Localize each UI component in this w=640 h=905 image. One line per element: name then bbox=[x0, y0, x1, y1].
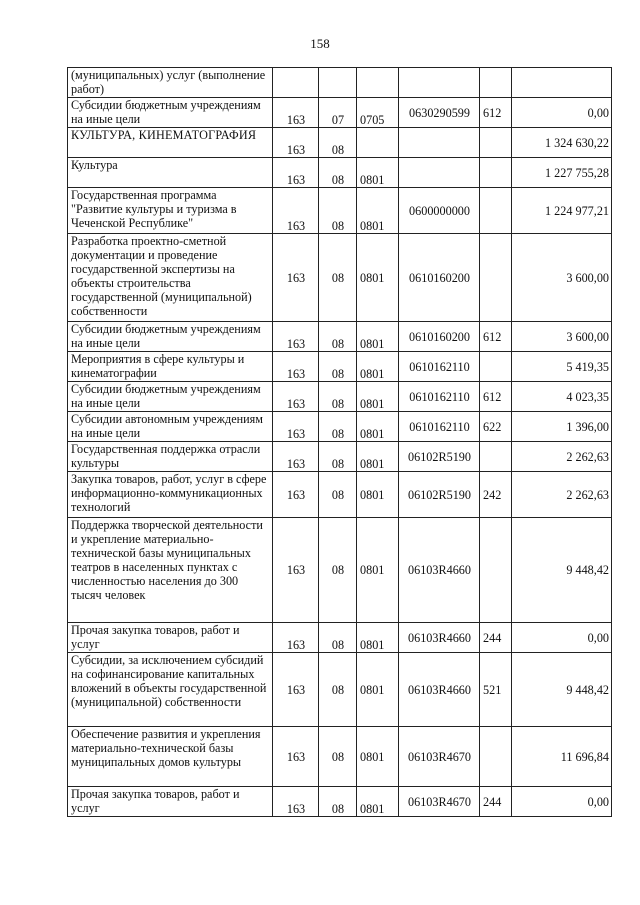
row-amount: 3 600,00 bbox=[512, 322, 612, 352]
row-expense-type-code: 612 bbox=[480, 98, 512, 128]
row-amount: 0,00 bbox=[512, 98, 612, 128]
row-ministry-code: 163 bbox=[273, 787, 319, 817]
table-row bbox=[68, 518, 612, 623]
row-amount: 0,00 bbox=[512, 787, 612, 817]
row-section-code: 08 bbox=[319, 158, 357, 188]
row-expense-type-code bbox=[480, 128, 512, 158]
row-expense-type-code: 521 bbox=[480, 653, 512, 727]
row-subsection-code: 0801 bbox=[357, 322, 399, 352]
row-target-item-code: 06103R4670 bbox=[399, 787, 480, 817]
row-ministry-code: 163 bbox=[273, 234, 319, 322]
row-expense-type-code bbox=[480, 352, 512, 382]
row-expense-type-code: 622 bbox=[480, 412, 512, 442]
table-row bbox=[68, 234, 612, 322]
row-ministry-code: 163 bbox=[273, 322, 319, 352]
row-target-item-code: 06102R5190 bbox=[399, 472, 480, 518]
row-amount: 4 023,35 bbox=[512, 382, 612, 412]
row-amount: 0,00 bbox=[512, 623, 612, 653]
row-target-item-code: 06103R4660 bbox=[399, 653, 480, 727]
row-expense-type-code: 244 bbox=[480, 787, 512, 817]
row-subsection-code: 0801 bbox=[357, 787, 399, 817]
row-subsection-code bbox=[357, 128, 399, 158]
row-amount bbox=[512, 68, 612, 98]
row-ministry-code: 163 bbox=[273, 442, 319, 472]
row-amount: 1 324 630,22 bbox=[512, 128, 612, 158]
row-section-code: 08 bbox=[319, 382, 357, 412]
row-target-item-code bbox=[399, 158, 480, 188]
row-subsection-code: 0801 bbox=[357, 352, 399, 382]
row-amount: 9 448,42 bbox=[512, 518, 612, 623]
row-name: Культура bbox=[68, 158, 273, 188]
row-target-item-code bbox=[399, 68, 480, 98]
row-expense-type-code bbox=[480, 188, 512, 234]
row-section-code: 08 bbox=[319, 322, 357, 352]
row-name: Государственная программа "Развитие культуры и туризма в Чеченской Республике" bbox=[68, 188, 273, 234]
row-name: Субсидии бюджетным учреждениям на иные цели bbox=[68, 322, 273, 352]
row-name: Субсидии автономным учреждениям на иные цели bbox=[68, 412, 273, 442]
row-subsection-code: 0801 bbox=[357, 623, 399, 653]
row-ministry-code: 163 bbox=[273, 653, 319, 727]
row-subsection-code: 0801 bbox=[357, 158, 399, 188]
row-target-item-code: 0610160200 bbox=[399, 234, 480, 322]
row-amount: 1 396,00 bbox=[512, 412, 612, 442]
row-ministry-code: 163 bbox=[273, 382, 319, 412]
row-name: Субсидии бюджетным учреждениям на иные цели bbox=[68, 98, 273, 128]
row-subsection-code: 0801 bbox=[357, 382, 399, 412]
row-ministry-code: 163 bbox=[273, 128, 319, 158]
row-section-code: 07 bbox=[319, 98, 357, 128]
row-amount: 1 227 755,28 bbox=[512, 158, 612, 188]
row-amount: 3 600,00 bbox=[512, 234, 612, 322]
row-amount: 5 419,35 bbox=[512, 352, 612, 382]
row-section-code: 08 bbox=[319, 442, 357, 472]
row-target-item-code bbox=[399, 128, 480, 158]
table-row bbox=[68, 322, 612, 352]
table-row bbox=[68, 158, 612, 188]
row-name: Субсидии, за исключением субсидий на софинансирование капитальных вложений в объекты государственной (муниципальной) собственности bbox=[68, 653, 273, 727]
row-amount: 2 262,63 bbox=[512, 472, 612, 518]
row-subsection-code bbox=[357, 68, 399, 98]
table-row bbox=[68, 653, 612, 727]
row-expense-type-code: 244 bbox=[480, 623, 512, 653]
budget-table bbox=[67, 67, 612, 817]
row-section-code: 08 bbox=[319, 352, 357, 382]
row-ministry-code: 163 bbox=[273, 727, 319, 787]
row-section-code: 08 bbox=[319, 787, 357, 817]
row-ministry-code: 163 bbox=[273, 472, 319, 518]
row-subsection-code: 0801 bbox=[357, 412, 399, 442]
row-amount: 9 448,42 bbox=[512, 653, 612, 727]
row-name: Прочая закупка товаров, работ и услуг bbox=[68, 623, 273, 653]
row-ministry-code: 163 bbox=[273, 158, 319, 188]
row-target-item-code: 0610162110 bbox=[399, 352, 480, 382]
row-target-item-code: 0630290599 bbox=[399, 98, 480, 128]
row-target-item-code: 0610162110 bbox=[399, 382, 480, 412]
table-row bbox=[68, 442, 612, 472]
row-subsection-code: 0801 bbox=[357, 442, 399, 472]
page-number: 158 bbox=[310, 36, 330, 51]
row-name: КУЛЬТУРА, КИНЕМАТОГРАФИЯ bbox=[68, 128, 273, 158]
row-expense-type-code: 612 bbox=[480, 382, 512, 412]
row-subsection-code: 0801 bbox=[357, 653, 399, 727]
table-row bbox=[68, 472, 612, 518]
row-name: Закупка товаров, работ, услуг в сфере информационно-коммуникационных технологий bbox=[68, 472, 273, 518]
row-amount: 2 262,63 bbox=[512, 442, 612, 472]
row-amount: 1 224 977,21 bbox=[512, 188, 612, 234]
row-ministry-code: 163 bbox=[273, 623, 319, 653]
row-expense-type-code bbox=[480, 442, 512, 472]
row-target-item-code: 06103R4660 bbox=[399, 623, 480, 653]
row-subsection-code: 0801 bbox=[357, 234, 399, 322]
row-subsection-code: 0801 bbox=[357, 188, 399, 234]
row-ministry-code: 163 bbox=[273, 412, 319, 442]
table-row bbox=[68, 128, 612, 158]
budget-table-body bbox=[68, 68, 612, 817]
row-name: Государственная поддержка отрасли культуры bbox=[68, 442, 273, 472]
row-name: Субсидии бюджетным учреждениям на иные цели bbox=[68, 382, 273, 412]
row-section-code: 08 bbox=[319, 653, 357, 727]
row-target-item-code: 0610160200 bbox=[399, 322, 480, 352]
table-row bbox=[68, 727, 612, 787]
table-row bbox=[68, 68, 612, 98]
table-row bbox=[68, 382, 612, 412]
row-expense-type-code bbox=[480, 68, 512, 98]
row-section-code: 08 bbox=[319, 234, 357, 322]
row-name: Обеспечение развития и укрепления материально-технической базы муниципальных домов культуры bbox=[68, 727, 273, 787]
row-target-item-code: 0610162110 bbox=[399, 412, 480, 442]
row-name: Поддержка творческой деятельности и укрепление материально-технической базы муниципальных театров в населенных пунктах с численностью населения до 300 тысяч человек bbox=[68, 518, 273, 623]
row-target-item-code: 06103R4660 bbox=[399, 518, 480, 623]
table-row bbox=[68, 188, 612, 234]
row-ministry-code: 163 bbox=[273, 518, 319, 623]
table-row bbox=[68, 787, 612, 817]
row-amount: 11 696,84 bbox=[512, 727, 612, 787]
row-section-code: 08 bbox=[319, 472, 357, 518]
row-section-code: 08 bbox=[319, 727, 357, 787]
row-target-item-code: 06102R5190 bbox=[399, 442, 480, 472]
table-row bbox=[68, 412, 612, 442]
row-ministry-code: 163 bbox=[273, 98, 319, 128]
row-name: Мероприятия в сфере культуры и кинематографии bbox=[68, 352, 273, 382]
row-name: Разработка проектно-сметной документации и проведение государственной экспертизы на объекты строительства государственной (муниципальной) собственности bbox=[68, 234, 273, 322]
row-expense-type-code bbox=[480, 518, 512, 623]
row-subsection-code: 0801 bbox=[357, 472, 399, 518]
row-expense-type-code bbox=[480, 727, 512, 787]
row-ministry-code: 163 bbox=[273, 352, 319, 382]
row-target-item-code: 06103R4670 bbox=[399, 727, 480, 787]
row-section-code: 08 bbox=[319, 518, 357, 623]
row-section-code: 08 bbox=[319, 623, 357, 653]
row-subsection-code: 0705 bbox=[357, 98, 399, 128]
row-expense-type-code: 242 bbox=[480, 472, 512, 518]
table-row bbox=[68, 623, 612, 653]
row-ministry-code: 163 bbox=[273, 188, 319, 234]
row-section-code: 08 bbox=[319, 128, 357, 158]
row-expense-type-code bbox=[480, 158, 512, 188]
row-section-code bbox=[319, 68, 357, 98]
table-row bbox=[68, 98, 612, 128]
table-row bbox=[68, 352, 612, 382]
row-expense-type-code bbox=[480, 234, 512, 322]
row-section-code: 08 bbox=[319, 412, 357, 442]
row-subsection-code: 0801 bbox=[357, 727, 399, 787]
row-name: Прочая закупка товаров, работ и услуг bbox=[68, 787, 273, 817]
row-ministry-code bbox=[273, 68, 319, 98]
row-section-code: 08 bbox=[319, 188, 357, 234]
row-target-item-code: 0600000000 bbox=[399, 188, 480, 234]
row-name: (муниципальных) услуг (выполнение работ) bbox=[68, 68, 273, 98]
row-expense-type-code: 612 bbox=[480, 322, 512, 352]
row-subsection-code: 0801 bbox=[357, 518, 399, 623]
